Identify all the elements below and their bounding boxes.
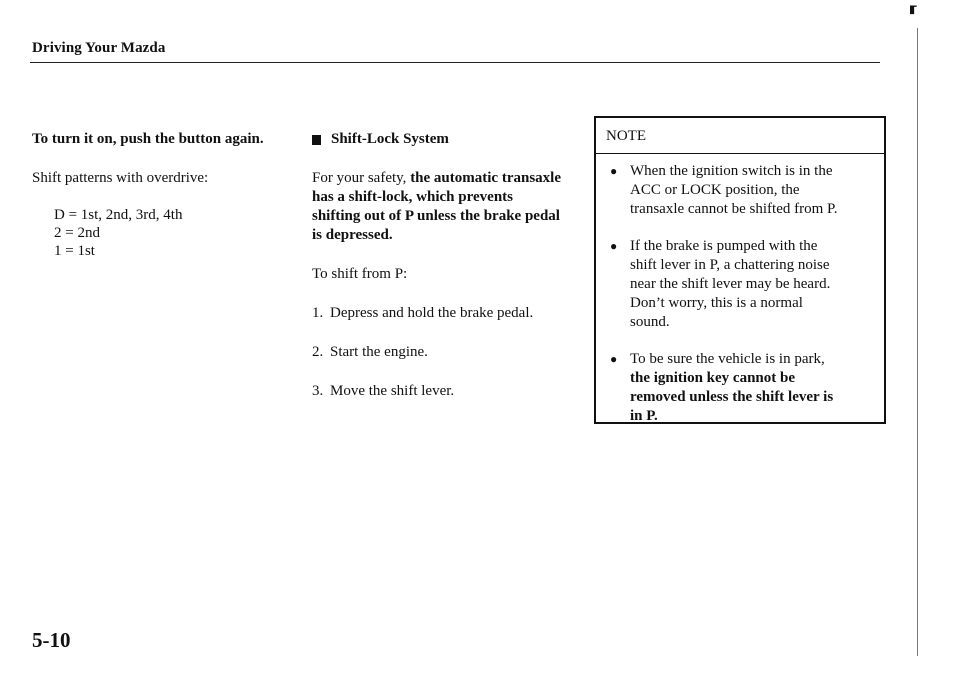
note-line-bold: in P. [630, 408, 658, 424]
note-line: ACC or LOCK position, the [630, 182, 800, 198]
safety-bold: has a shift-lock, which prevents [312, 189, 513, 205]
note-line: To be sure the vehicle is in park, [630, 351, 825, 367]
safety-paragraph [312, 169, 597, 245]
gear-item: 2 = 2nd [54, 225, 100, 241]
shift-from-p-intro: To shift from P: [312, 266, 408, 282]
turn-on-heading: To turn it on, push the button again. [32, 131, 264, 147]
square-bullet-icon [312, 135, 321, 145]
page-header-title: Driving Your Mazda [32, 40, 166, 56]
note-items [596, 154, 884, 426]
step-item [312, 382, 597, 401]
step-item [312, 304, 597, 323]
note-line: When the ignition switch is in the [630, 163, 833, 179]
safety-bold: the automatic transaxle [410, 170, 561, 186]
shift-lock-heading [312, 130, 597, 149]
gear-item: 1 = 1st [54, 243, 95, 259]
step-item [312, 343, 597, 362]
step-text: Depress and hold the brake pedal. [330, 305, 534, 321]
note-line-bold: removed unless the shift lever is [630, 389, 834, 405]
note-line: shift lever in P, a chattering noise [630, 257, 830, 273]
note-line: sound. [630, 314, 670, 330]
note-line: If the brake is pumped with the [630, 238, 818, 254]
step-number: 1. [312, 305, 324, 321]
bullet-dot-icon: ● [610, 164, 618, 178]
note-item [610, 162, 870, 219]
note-line: Don’t worry, this is a normal [630, 295, 803, 311]
note-line-bold: the ignition key cannot be [630, 370, 796, 386]
safety-lead: For your safety, [312, 170, 411, 186]
safety-bold: shifting out of P unless the brake pedal [312, 208, 560, 224]
safety-bold: is depressed. [312, 227, 393, 243]
note-line: near the shift lever may be heard. [630, 276, 831, 292]
middle-column [312, 130, 597, 421]
left-column [32, 130, 292, 260]
note-box [594, 116, 886, 424]
step-number: 3. [312, 383, 324, 399]
crop-mark: ⸢ [907, 4, 919, 30]
gear-list [54, 206, 292, 260]
step-text: Move the shift lever. [330, 383, 455, 399]
note-line: transaxle cannot be shifted from P. [630, 201, 838, 217]
section-title: Shift-Lock System [331, 131, 449, 147]
note-title: NOTE [596, 118, 884, 154]
note-item [610, 237, 870, 332]
step-number: 2. [312, 344, 324, 360]
bullet-dot-icon: ● [610, 352, 618, 366]
page-number: 5-10 [32, 628, 71, 652]
step-list [312, 304, 597, 401]
note-item [610, 350, 870, 426]
margin-line [917, 28, 918, 656]
gear-item: D = 1st, 2nd, 3rd, 4th [54, 207, 183, 223]
header-rule [30, 62, 880, 63]
bullet-dot-icon: ● [610, 239, 618, 253]
shift-patterns-intro: Shift patterns with overdrive: [32, 170, 209, 186]
step-text: Start the engine. [330, 344, 428, 360]
